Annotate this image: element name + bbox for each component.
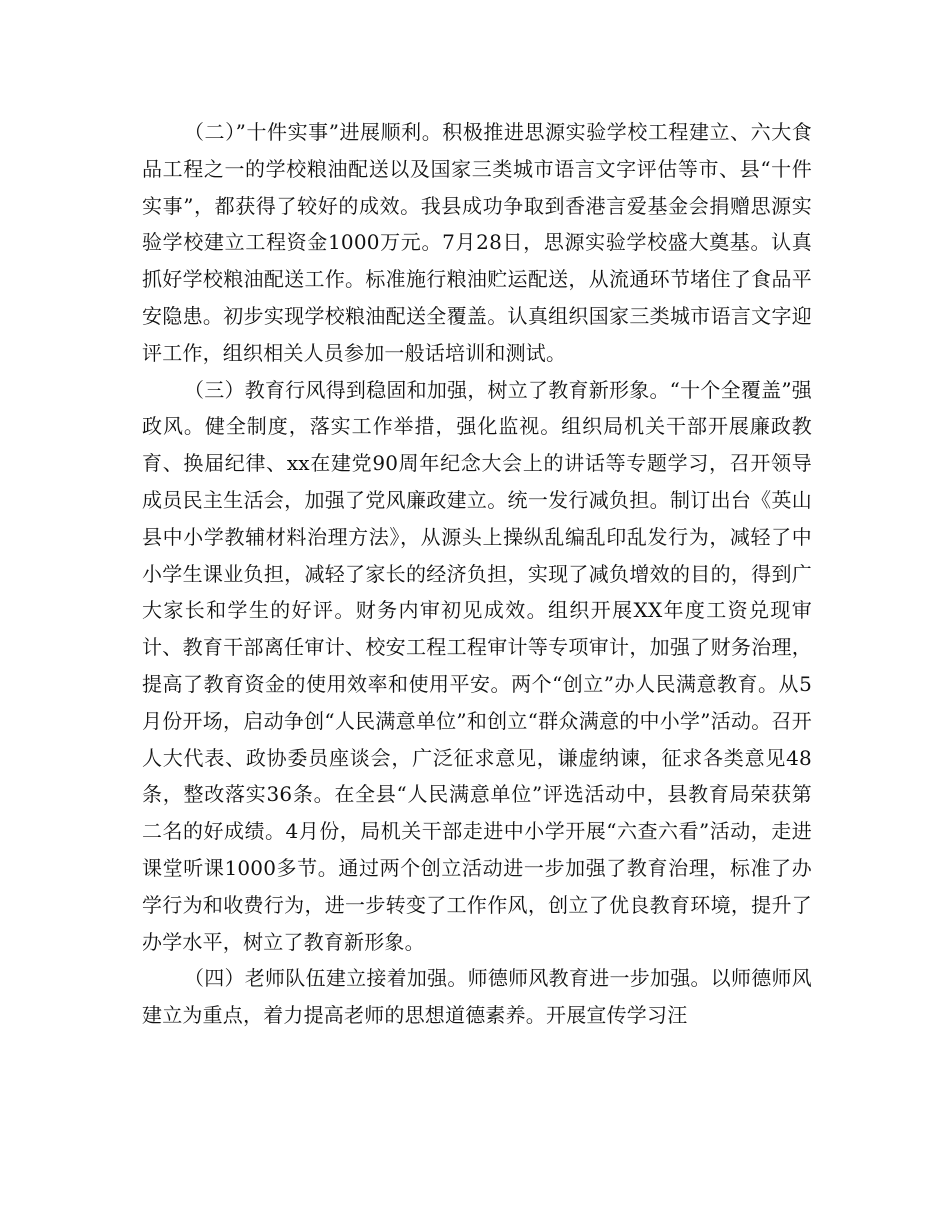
document-body bbox=[142, 114, 812, 1034]
paragraph-section-two: （二）”十件实事”进展顺利。积极推进思源实验学校工程建立、六大食品工程之一的学校粮油配送以及国家三类城市语言文字评估等市、县“十件实事”，都获得了较好的成效。我县成功争取到香港言爱基金会捐赠思源实验学校建立工程资金1000万元。7月28日，思源实验学校盛大奠基。认真抓好学校粮油配送工作。标准施行粮油贮运配送，从流通环节堵住了食品平安隐患。初步实现学校粮油配送全覆盖。认真组织国家三类城市语言文字迎评工作，组织相关人员参加一般话培训和测试。 bbox=[142, 120, 812, 365]
paragraph-section-three: （三）教育行风得到稳固和加强，树立了教育新形象。“十个全覆盖”强政风。健全制度，落实工作举措，强化监视。组织局机关干部开展廉政教育、换届纪律、xx在建党90周年纪念大会上的讲话等专题学习，召开领导成员民主生活会，加强了党风廉政建立。统一发行减负担。制订出台《英山县中小学教辅材料治理方法》，从源头上操纵乱编乱印乱发行为，减轻了中小学生课业负担，减轻了家长的经济负担，实现了减负增效的目的，得到广大家长和学生的好评。财务内审初见成效。组织开展XX年度工资兑现审计、教育干部离任审计、校安工程工程审计等专项审计，加强了财务治理，提高了教育资金的使用效率和使用平安。两个“创立”办人民满意教育。从5月份开场，启动争创“人民满意单位”和创立“群众满意的中小学”活动。召开人大代表、政协委员座谈会，广泛征求意见，谦虚纳谏，征求各类意见48条，整改落实36条。在全县“人民满意单位”评选活动中，县教育局荣获第二名的好成绩。4月份，局机关干部走进中小学开展“六查六看”活动，走进课堂听课1000多节。通过两个创立活动进一步加强了教育治理，标准了办学行为和收费行为，进一步转变了工作作风，创立了优良教育环境，提升了办学水平，树立了教育新形象。 bbox=[142, 377, 812, 954]
paragraph-section-four: （四）老师队伍建立接着加强。师德师风教育进一步加强。以师德师风建立为重点，着力提高老师的思想道德素养。开展宣传学习汪 bbox=[142, 966, 812, 1028]
